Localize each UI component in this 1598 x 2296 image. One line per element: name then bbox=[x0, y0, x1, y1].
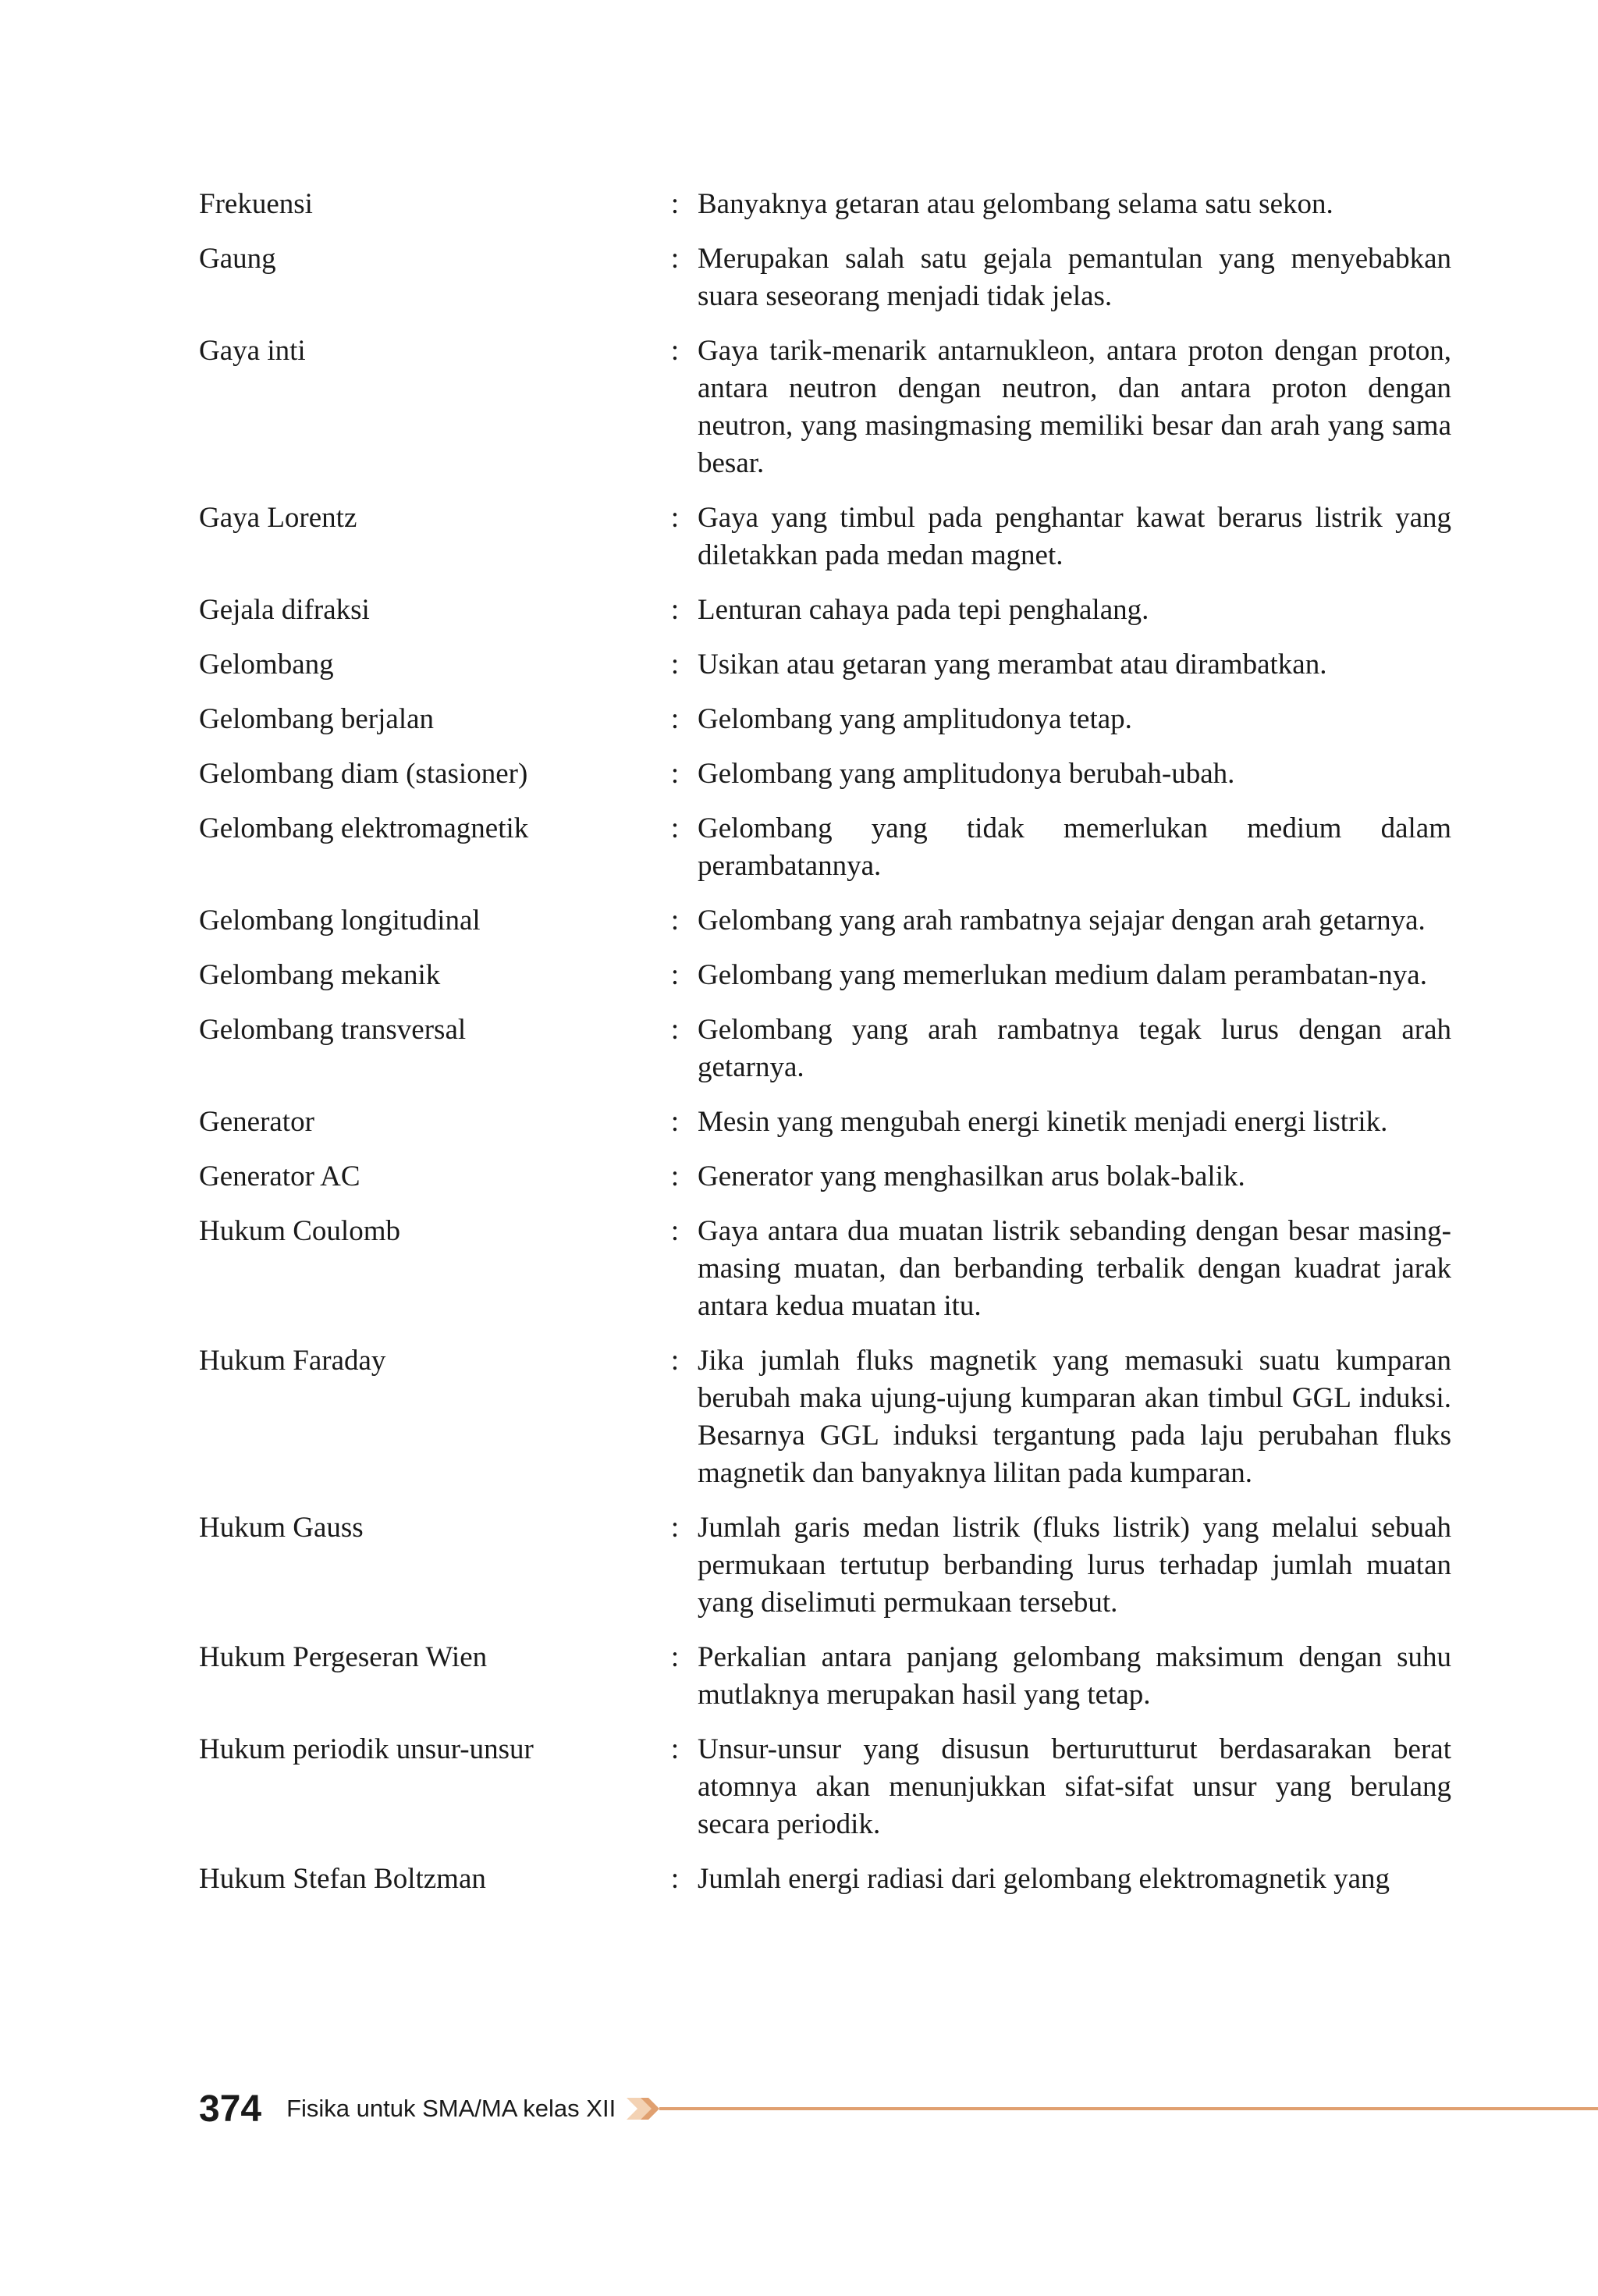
separator-colon: : bbox=[670, 905, 680, 937]
separator-colon: : bbox=[670, 243, 680, 275]
separator-colon: : bbox=[670, 1345, 680, 1377]
glossary-definition: Gelombang yang tidak memerlukan medium dalam perambatannya. bbox=[698, 812, 1451, 882]
glossary-definition: Gelombang yang arah rambatnya sejajar dengan arah getarnya. bbox=[698, 905, 1426, 937]
glossary-term: Gelombang elektromagnetik bbox=[199, 812, 529, 844]
separator-colon: : bbox=[670, 1215, 680, 1247]
footer-rule bbox=[659, 2107, 1598, 2110]
glossary-definition: Unsur-unsur yang disusun berturutturut berdasarakan berat atomnya akan menunjukkan sifat-sifat unsur yang berulang secara periodik. bbox=[698, 1733, 1451, 1840]
glossary-term: Hukum Pergeseran Wien bbox=[199, 1641, 488, 1673]
separator-colon: : bbox=[670, 1014, 680, 1046]
separator-colon: : bbox=[670, 812, 680, 844]
glossary-term: Gelombang mekanik bbox=[199, 959, 441, 991]
glossary-entry bbox=[199, 186, 1451, 223]
glossary-entry bbox=[199, 1342, 1451, 1492]
glossary-term: Generator AC bbox=[199, 1160, 360, 1192]
separator-colon: : bbox=[670, 502, 680, 534]
glossary-definition: Gelombang yang amplitudonya berubah-ubah. bbox=[698, 758, 1235, 790]
separator-colon: : bbox=[670, 594, 680, 626]
glossary-definition: Gelombang yang memerlukan medium dalam perambatan-nya. bbox=[698, 959, 1427, 991]
glossary-entry bbox=[199, 1861, 1451, 1898]
separator-colon: : bbox=[670, 1160, 680, 1192]
separator-colon: : bbox=[670, 959, 680, 991]
glossary-term: Gaya inti bbox=[199, 335, 306, 367]
glossary-entry bbox=[199, 1639, 1451, 1714]
glossary-definition: Generator yang menghasilkan arus bolak-balik. bbox=[698, 1160, 1245, 1192]
glossary-term: Generator bbox=[199, 1106, 314, 1138]
glossary-definition: Gelombang yang amplitudonya tetap. bbox=[698, 703, 1132, 735]
glossary-entry bbox=[199, 499, 1451, 574]
separator-colon: : bbox=[670, 1106, 680, 1138]
glossary-definition: Gaya antara dua muatan listrik sebanding dengan besar masing-masing muatan, dan berbanding terbalik dengan kuadrat jarak antara kedua muatan itu. bbox=[698, 1215, 1451, 1322]
glossary-term: Hukum periodik unsur-unsur bbox=[199, 1733, 534, 1765]
glossary-definition: Jumlah energi radiasi dari gelombang elektromagnetik yang bbox=[698, 1863, 1390, 1895]
glossary-definition: Mesin yang mengubah energi kinetik menjadi energi listrik. bbox=[698, 1106, 1388, 1138]
glossary-term: Hukum Faraday bbox=[199, 1345, 386, 1377]
chevron-right-icon bbox=[623, 2096, 662, 2121]
glossary-entry bbox=[199, 1158, 1451, 1196]
glossary-entry bbox=[199, 592, 1451, 629]
glossary-term: Gaya Lorentz bbox=[199, 502, 357, 534]
separator-colon: : bbox=[670, 1733, 680, 1765]
glossary-definition: Perkalian antara panjang gelombang maksimum dengan suhu mutlaknya merupakan hasil yang tetap. bbox=[698, 1641, 1451, 1711]
page-footer bbox=[199, 2085, 1598, 2132]
glossary-term: Gelombang diam (stasioner) bbox=[199, 758, 528, 790]
glossary-entry bbox=[199, 810, 1451, 885]
glossary-term: Gelombang longitudinal bbox=[199, 905, 481, 937]
separator-colon: : bbox=[670, 703, 680, 735]
glossary-term: Hukum Stefan Boltzman bbox=[199, 1863, 486, 1895]
glossary-entry bbox=[199, 1011, 1451, 1086]
glossary-term: Gaung bbox=[199, 243, 276, 275]
glossary-entry bbox=[199, 1213, 1451, 1325]
glossary-definition: Banyaknya getaran atau gelombang selama satu sekon. bbox=[698, 188, 1333, 220]
glossary-entry bbox=[199, 1731, 1451, 1843]
glossary-entry bbox=[199, 902, 1451, 940]
glossary-definition: Jika jumlah fluks magnetik yang memasuki suatu kumparan berubah maka ujung-ujung kumparan akan timbul GGL induksi. Besarnya GGL induksi tergantung pada laju perubahan fluks magnetik dan banyaknya lilitan pada kumparan. bbox=[698, 1345, 1451, 1489]
glossary-term: Hukum Gauss bbox=[199, 1512, 364, 1544]
glossary-entry bbox=[199, 755, 1451, 793]
glossary-entry bbox=[199, 240, 1451, 315]
glossary-definition: Gelombang yang arah rambatnya tegak lurus dengan arah getarnya. bbox=[698, 1014, 1451, 1083]
glossary-term: Hukum Coulomb bbox=[199, 1215, 400, 1247]
glossary-list bbox=[199, 186, 1451, 1915]
book-title: Fisika untuk SMA/MA kelas XII bbox=[286, 2095, 616, 2122]
glossary-entry bbox=[199, 1509, 1451, 1622]
glossary-entry bbox=[199, 957, 1451, 994]
separator-colon: : bbox=[670, 758, 680, 790]
separator-colon: : bbox=[670, 1512, 680, 1544]
glossary-definition: Merupakan salah satu gejala pemantulan yang menyebabkan suara seseorang menjadi tidak jelas. bbox=[698, 243, 1451, 312]
separator-colon: : bbox=[670, 335, 680, 367]
glossary-term: Gelombang bbox=[199, 649, 334, 681]
separator-colon: : bbox=[670, 188, 680, 220]
separator-colon: : bbox=[670, 649, 680, 681]
separator-colon: : bbox=[670, 1863, 680, 1895]
glossary-definition: Gaya tarik-menarik antarnukleon, antara proton dengan proton, antara neutron dengan neutron, dan antara proton dengan neutron, yang masingmasing memiliki besar dan arah yang sama besar. bbox=[698, 335, 1451, 479]
glossary-term: Frekuensi bbox=[199, 188, 313, 220]
glossary-definition: Usikan atau getaran yang merambat atau dirambatkan. bbox=[698, 649, 1327, 681]
glossary-entry bbox=[199, 332, 1451, 482]
glossary-entry bbox=[199, 701, 1451, 738]
glossary-entry bbox=[199, 1104, 1451, 1141]
glossary-term: Gejala difraksi bbox=[199, 594, 370, 626]
glossary-definition: Jumlah garis medan listrik (fluks listrik) yang melalui sebuah permukaan tertutup berbanding lurus terhadap jumlah muatan yang diselimuti permukaan tersebut. bbox=[698, 1512, 1451, 1619]
separator-colon: : bbox=[670, 1641, 680, 1673]
glossary-term: Gelombang berjalan bbox=[199, 703, 435, 735]
glossary-definition: Gaya yang timbul pada penghantar kawat berarus listrik yang diletakkan pada medan magnet. bbox=[698, 502, 1451, 571]
glossary-definition: Lenturan cahaya pada tepi penghalang. bbox=[698, 594, 1149, 626]
glossary-entry bbox=[199, 646, 1451, 684]
page-number: 374 bbox=[199, 2088, 262, 2130]
glossary-term: Gelombang transversal bbox=[199, 1014, 467, 1046]
